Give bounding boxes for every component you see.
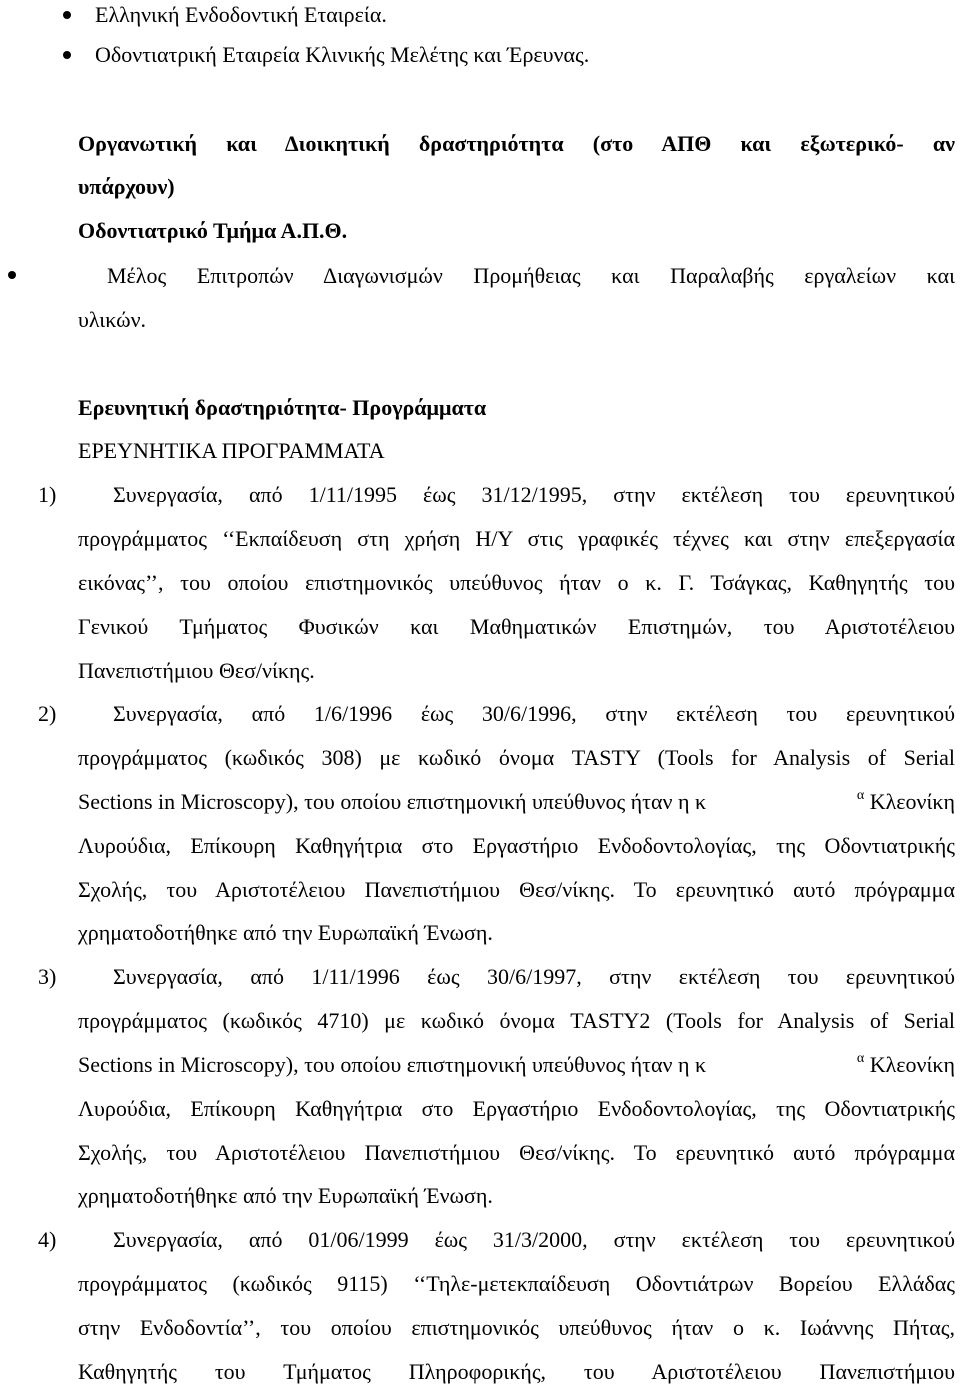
item-line: Σχολής, του Αριστοτέλειου Πανεπιστήμιου Θεσ/νίκης. Το ερευνητικό αυτό πρόγραμμα — [78, 1140, 955, 1165]
item-line — [78, 780, 955, 824]
bullet-icon — [63, 11, 71, 19]
item-line: Πανεπιστήμιου Θεσ/νίκης. — [78, 658, 315, 683]
item-line: Σχολής, του Αριστοτέλειου Πανεπιστήμιου Θεσ/νίκης. Το ερευνητικό αυτό πρόγραμμα — [78, 877, 955, 902]
item-line: στην Ενδοδοντία’’, του οποίου επιστημονικός υπεύθυνος ήταν ο κ. Ιωάννης Πήτας, — [78, 1315, 955, 1340]
item-line: Λυρούδια, Επίκουρη Καθηγήτρια στο Εργαστήριο Ενδοδοντολογίας, της Οδοντιατρικής — [78, 1096, 955, 1121]
item-line — [78, 1043, 955, 1087]
item-text — [857, 780, 955, 824]
item-line: προγράμματος ‘‘Εκπαίδευση στη χρήση Η/Υ στις γραφικές τέχνες και στην επεξεργασία — [78, 526, 955, 551]
item-line: προγράμματος (κωδικός 308) με κωδικό όνομα TASTY (Tools for Analysis of Serial — [78, 745, 955, 770]
item-number: 1) — [38, 482, 57, 507]
item-number: 4) — [38, 1227, 57, 1252]
item-line: Συνεργασία, από 01/06/1999 έως 31/3/2000, στην εκτέλεση του ερευνητικού — [113, 1227, 955, 1252]
item-line: προγράμματος (κωδικός 4710) με κωδικό όνομα TASTY2 (Tools for Analysis of Serial — [78, 1008, 955, 1033]
item-text: Κλεονίκη — [864, 789, 955, 814]
item-line: Λυρούδια, Επίκουρη Καθηγήτρια στο Εργαστήριο Ενδοδοντολογίας, της Οδοντιατρικής — [78, 833, 955, 858]
item-line: εικόνας’’, του οποίου επιστημονικός υπεύθυνος ήταν ο κ. Γ. Τσάγκας, Καθηγητής του — [78, 570, 955, 595]
item-text: Κλεονίκη — [864, 1052, 955, 1077]
admin-heading-continued: υπάρχουν) — [78, 174, 175, 199]
superscript-alpha: α — [856, 1051, 865, 1066]
membership-item: Ελληνική Ενδοδοντική Εταιρεία. — [95, 2, 387, 27]
item-line: Γενικού Τμήματος Φυσικών και Μαθηματικών Επιστημών, του Αριστοτέλειου — [78, 614, 955, 639]
item-text — [857, 1043, 955, 1087]
admin-item: Μέλος Επιτροπών Διαγωνισμών Προμήθειας και Παραλαβής εργαλείων και — [107, 263, 955, 288]
item-text: Sections in Microscopy), του οποίου επιστημονική υπεύθυνος ήταν η κ — [78, 789, 707, 814]
item-line: χρηματοδοτήθηκε από την Ευρωπαϊκή Ένωση. — [78, 1183, 493, 1208]
department-name: Οδοντιατρικό Τμήμα Α.Π.Θ. — [78, 218, 348, 243]
bullet-icon — [63, 51, 71, 59]
item-line: χρηματοδοτήθηκε από την Ευρωπαϊκή Ένωση. — [78, 920, 493, 945]
admin-item-continued: υλικών. — [78, 307, 147, 332]
item-line: Καθηγητής του Τμήματος Πληροφορικής, του Αριστοτέλειου Πανεπιστήμιου — [78, 1359, 955, 1384]
item-line: Συνεργασία, από 1/6/1996 έως 30/6/1996, στην εκτέλεση του ερευνητικού — [113, 701, 955, 726]
item-line: προγράμματος (κωδικός 9115) ‘‘Τηλε-μετεκπαίδευση Οδοντιάτρων Βορείου Ελλάδας — [78, 1271, 955, 1296]
research-subheading: ΕΡΕΥΝΗΤΙΚΑ ΠΡΟΓΡΑΜΜΑΤΑ — [78, 438, 385, 463]
item-line: Συνεργασία, από 1/11/1996 έως 30/6/1997, στην εκτέλεση του ερευνητικού — [113, 964, 955, 989]
admin-heading: Οργανωτική και Διοικητική δραστηριότητα (στο ΑΠΘ και εξωτερικό- αν — [78, 131, 955, 156]
item-line: Συνεργασία, από 1/11/1995 έως 31/12/1995, στην εκτέλεση του ερευνητικού — [113, 482, 955, 507]
research-heading: Ερευνητική δραστηριότητα- Προγράμματα — [78, 395, 487, 420]
item-text: Sections in Microscopy), του οποίου επιστημονική υπεύθυνος ήταν η κ — [78, 1052, 707, 1077]
superscript-alpha: α — [856, 788, 865, 803]
item-number: 2) — [38, 701, 57, 726]
membership-item: Οδοντιατρική Εταιρεία Κλινικής Μελέτης και Έρευνας. — [95, 42, 590, 67]
bullet-icon — [8, 271, 16, 279]
item-number: 3) — [38, 964, 57, 989]
